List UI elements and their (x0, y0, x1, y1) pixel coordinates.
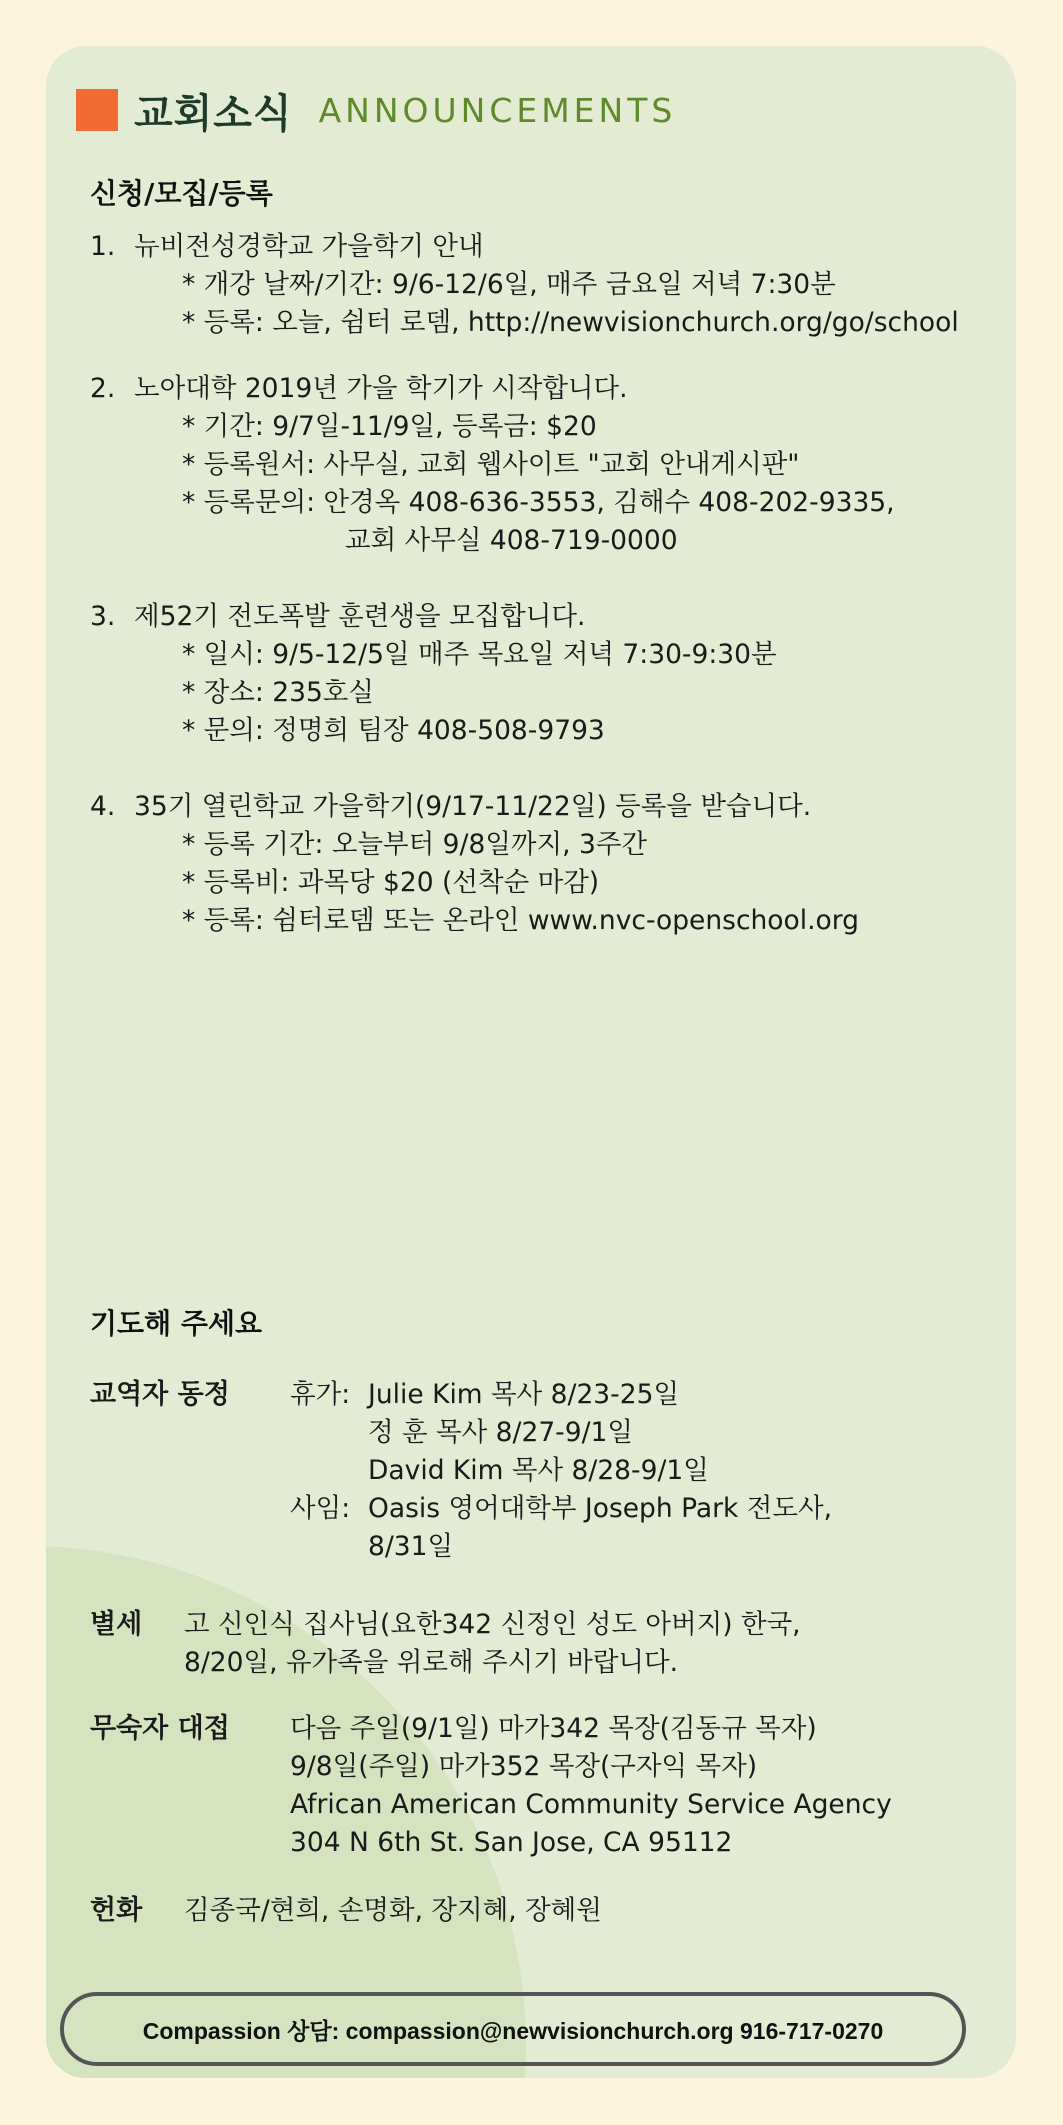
registration-item-1 (90, 228, 990, 342)
item-title: 3. 제52기 전도폭발 훈련생을 모집합니다. (90, 598, 990, 636)
item-detail: * 등록비: 과목당 $20 (선착순 마감) (182, 867, 600, 898)
item-detail: * 기간: 9/7일-11/9일, 등록금: $20 (182, 411, 597, 442)
flowers-label: 헌화 (90, 1895, 143, 1926)
item-detail: * 등록문의: 안경옥 408-636-3553, 김해수 408-202-9335, (182, 487, 895, 518)
item-detail: * 개강 날짜/기간: 9/6-12/6일, 매주 금요일 저녁 7:30분 (182, 269, 836, 300)
compassion-contact-banner: Compassion 상담: compassion@newvisionchurch.org 916-717-0270 (60, 1992, 966, 2066)
homeless-meal-line: 다음 주일(9/1일) 마가342 목장(김동규 목자) (290, 1713, 817, 1744)
item-title: 2. 노아대학 2019년 가을 학기가 시작합니다. (90, 370, 990, 408)
death-notice-label: 별세 (90, 1609, 143, 1640)
homeless-meal-label: 무숙자 대접 (90, 1713, 230, 1744)
page-title: 교회소식 (134, 90, 293, 137)
item-detail: * 등록원서: 사무실, 교회 웹사이트 "교회 안내게시판" (182, 449, 800, 480)
page-subtitle: ANNOUNCEMENTS (318, 90, 677, 130)
registration-item-3 (90, 598, 990, 750)
resign-line: 8/31일 (368, 1531, 454, 1562)
item-detail: * 등록: 쉼터로뎀 또는 온라인 www.nvc-openschool.org (182, 905, 859, 936)
homeless-meal-line: 9/8일(주일) 마가352 목장(구자익 목자) (290, 1751, 758, 1782)
item-detail: * 등록 기간: 오늘부터 9/8일까지, 3주간 (182, 829, 648, 860)
registration-item-2 (90, 370, 990, 560)
flowers (90, 1892, 990, 1932)
homeless-meal (90, 1710, 990, 1870)
orange-square-icon (76, 89, 118, 131)
item-number: 3. (90, 601, 116, 632)
item-title: 4. 35기 열린학교 가을학기(9/17-11/22일) 등록을 받습니다. (90, 788, 990, 826)
announcements-panel (46, 46, 1016, 2078)
resign-label: 사임: (290, 1493, 351, 1524)
item-title: 1. 뉴비전성경학교 가을학기 안내 (90, 228, 990, 266)
item-number: 1. (90, 231, 116, 262)
vacation-line: Julie Kim 목사 8/23-25일 (368, 1379, 680, 1410)
homeless-meal-line: African American Community Service Agency (290, 1789, 892, 1820)
item-detail: * 등록: 오늘, 쉼터 로뎀, http://newvisionchurch.org/go/school (182, 307, 959, 338)
resign-line: Oasis 영어대학부 Joseph Park 전도사, (368, 1493, 833, 1524)
staff-news (90, 1376, 990, 1636)
item-detail: * 일시: 9/5-12/5일 매주 목요일 저녁 7:30-9:30분 (182, 639, 777, 670)
registration-item-4 (90, 788, 990, 940)
vacation-label: 휴가: (290, 1379, 351, 1410)
item-number: 4. (90, 791, 116, 822)
registration-section-title: 신청/모집/등록 (90, 177, 273, 210)
death-notice (90, 1606, 990, 1686)
vacation-line: David Kim 목사 8/28-9/1일 (368, 1455, 709, 1486)
item-detail: * 장소: 235호실 (182, 677, 375, 708)
homeless-meal-line: 304 N 6th St. San Jose, CA 95112 (290, 1827, 733, 1858)
prayer-section-title: 기도해 주세요 (90, 1307, 263, 1340)
death-notice-line: 고 신인식 집사님(요한342 신정인 성도 아버지) 한국, (184, 1609, 801, 1640)
flowers-text: 김종국/현희, 손명화, 장지혜, 장혜원 (184, 1895, 602, 1926)
item-detail: * 문의: 정명희 팀장 408-508-9793 (182, 715, 605, 746)
item-detail-continued: 교회 사무실 408-719-0000 (345, 525, 678, 556)
item-number: 2. (90, 373, 116, 404)
staff-news-label: 교역자 동정 (90, 1379, 230, 1410)
death-notice-line: 8/20일, 유가족을 위로해 주시기 바랍니다. (184, 1647, 679, 1678)
vacation-line: 정 훈 목사 8/27-9/1일 (368, 1417, 633, 1448)
header (76, 80, 676, 140)
